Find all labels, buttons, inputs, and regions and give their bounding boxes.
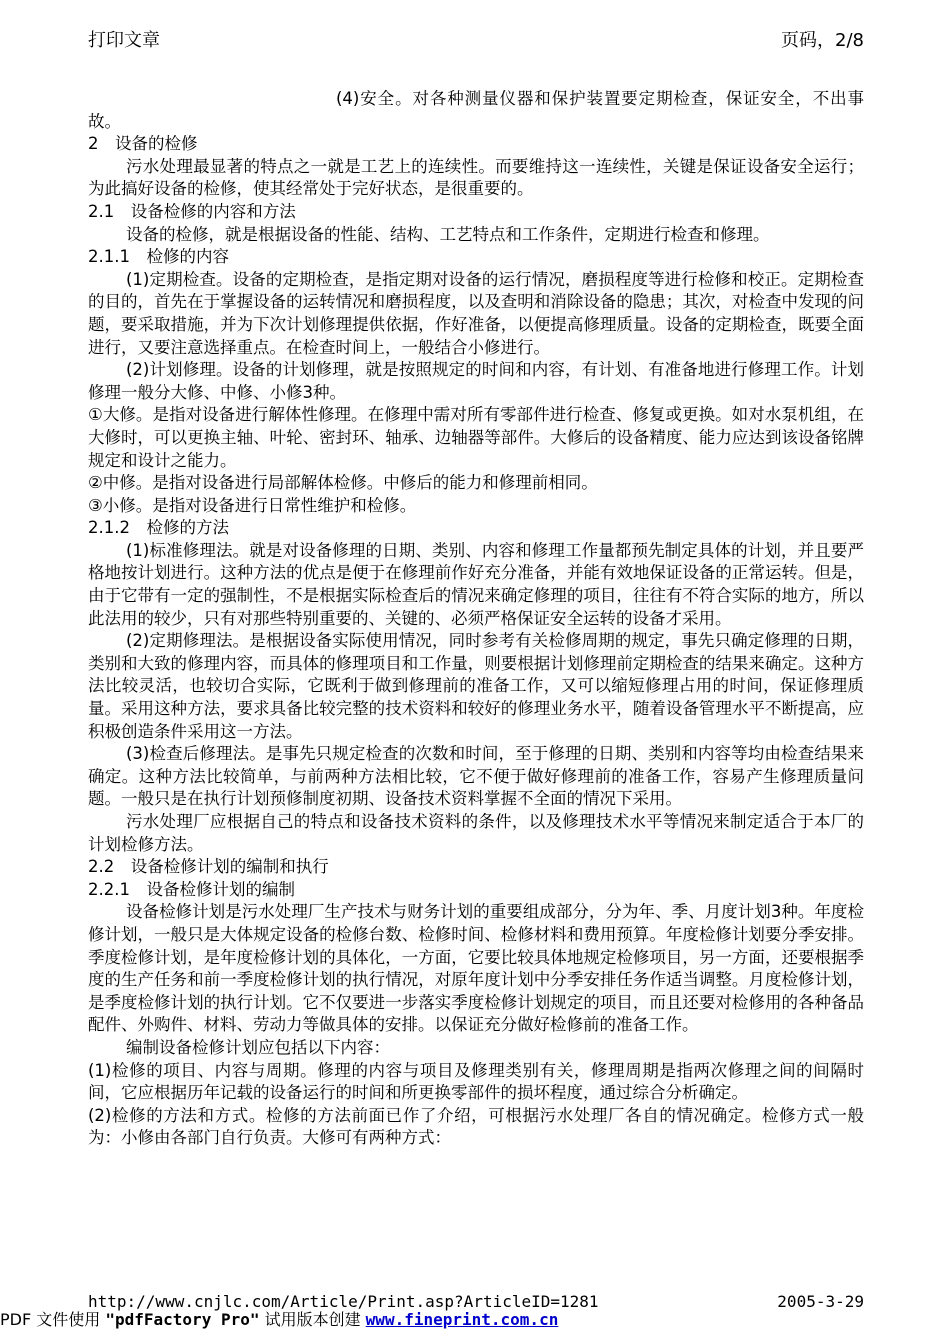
page-number: 页码，2/8 <box>781 30 864 51</box>
paragraph-plan-methods: (2)检修的方法和方式。检修的方法前面已作了介绍，可根据污水处理厂各自的情况确定。检修方式一般为：小修由各部门自行负责。大修可有两种方式： <box>88 1105 864 1148</box>
paragraph-2-1: 设备的检修，就是根据设备的性能、结构、工艺特点和工作条件，定期进行检查和修理。 <box>126 224 770 244</box>
print-date: 2005-3-29 <box>777 1292 864 1311</box>
heading-2-1-1: 2.1.1 检修的内容 <box>88 247 229 267</box>
heading-2-1: 2.1 设备检修的内容和方法 <box>88 201 296 221</box>
paragraph-major-repair: ①大修。是指对设备进行解体性修理。在修理中需对所有零部件进行检查、修复或更换。如对水泵机组，在大修时，可以更换主轴、叶轮、密封环、轴承、边轴器等部件。大修后的设备精度、能力应达到该设备铭牌规定和设计之能力。 <box>88 405 864 470</box>
pdf-watermark-note <box>0 1307 558 1330</box>
source-url[interactable]: http://www.cnjlc.com/Article/Print.asp?ArticleID=1281 <box>88 1292 599 1311</box>
paragraph-safety: (4)安全。对各种测量仪器和保护装置要定期检查，保证安全，不出事故。 <box>88 89 864 131</box>
pdf-note-middle: 试用版本创建 <box>259 1310 366 1329</box>
heading-2-2: 2.2 设备检修计划的编制和执行 <box>88 857 329 877</box>
paragraph-periodic-check: (1)定期检查。设备的定期检查，是指定期对设备的运行情况，磨损程度等进行检修和校正。定期检查的目的，首先在于掌握设备的运转情况和磨损程度，以及查明和消除设备的隐患；其次，对检查中发现的问题，要采取措施，并为下次计划修理提供依据，作好准备，以便提高修理质量。设备的定期检查，既要全面进行，又要注意选择重点。在检查时间上，一般结合小修进行。 <box>88 269 864 357</box>
paragraph-standard-method: (1)标准修理法。就是对设备修理的日期、类别、内容和修理工作量都预先制定具体的计划，并且要严格地按计划进行。这种方法的优点是便于在修理前作好充分准备，并能有效地保证设备的正常运转。但是，由于它带有一定的强制性，不是根据实际检查后的情况来确定修理的项目，往往有不符合实际的地方，所以此法用的较少，只有对那些特别重要的、关键的、必须严格保证安全运转的设备才采用。 <box>88 540 864 628</box>
heading-2-1-2: 2.1.2 检修的方法 <box>88 518 229 538</box>
paragraph-periodic-method: (2)定期修理法。是根据设备实际使用情况，同时参考有关检修周期的规定，事先只确定修理的日期，类别和大致的修理内容，而具体的修理项目和工作量，则要根据计划修理前定期检查的结果来确定。这种方法比较灵活，也较切合实际，它既利于做到修理前的准备工作，又可以缩短修理占用的时间，保证修理质量。采用这种方法，要求具备比较完整的技术资料和较好的修理业务水平，随着设备管理水平不断提高，应积极创造条件采用这一方法。 <box>88 631 864 741</box>
pdf-note-prefix: PDF 文件使用 <box>0 1310 106 1329</box>
paragraph-plan-overview: 设备检修计划是污水处理厂生产技术与财务计划的重要组成部分，分为年、季、月度计划3种。年度检修计划，一般只是大体规定设备的检修台数、检修时间、检修材料和费用预算。年度检修计划要分季安排。季度检修计划，是年度检修计划的具体化，一方面，它要比较具体地规定检修项目，另一方面，还要根据季度的生产任务和前一季度检修计划的执行情况，对原年度计划中分季安排任务作适当调整。月度检修计划，是季度检修计划的执行计划。它不仅要进一步落实季度检修计划规定的项目，而且还要对检修用的各种备品配件、外购件、材料、劳动力等做具体的安排。以保证充分做好检修前的准备工作。 <box>88 902 864 1035</box>
paragraph-post-check-method: (3)检查后修理法。是事先只规定检查的次数和时间，至于修理的日期、类别和内容等均由检查结果来确定。这种方法比较简单，与前两种方法相比较，它不便于做好修理前的准备工作，容易产生修理质量问题。一般只是在执行计划预修制度初期、设备技术资料掌握不全面的情况下采用。 <box>88 744 864 809</box>
paragraph-plan-contents: 编制设备检修计划应包括以下内容： <box>126 1037 390 1057</box>
fineprint-link[interactable]: www.fineprint.com.cn <box>365 1310 559 1329</box>
paragraph-planned-repair: (2)计划修理。设备的计划修理，就是按照规定的时间和内容，有计划、有准备地进行修理工作。计划修理一般分大修、中修、小修3种。 <box>88 360 864 402</box>
pdf-note-product: "pdfFactory Pro" <box>105 1310 260 1329</box>
heading-2-2-1: 2.2.1 设备检修计划的编制 <box>88 879 295 899</box>
print-title: 打印文章 <box>88 30 160 51</box>
paragraph-intro: 污水处理最显著的特点之一就是工艺上的连续性。而要维持这一连续性，关键是保证设备安全运行；为此搞好设备的检修，使其经常处于完好状态，是很重要的。 <box>88 156 864 199</box>
heading-section-2: 2 设备的检修 <box>88 134 198 154</box>
paragraph-plant-method: 污水处理厂应根据自己的特点和设备技术资料的条件，以及修理技术水平等情况来制定适合于本厂的计划检修方法。 <box>88 812 864 854</box>
paragraph-minor-repair: ③小修。是指对设备进行日常性维护和检修。 <box>88 495 417 515</box>
article-body <box>88 88 864 1150</box>
paragraph-plan-items: (1)检修的项目、内容与周期。修理的内容与项目及修理类别有关，修理周期是指两次修理之间的间隔时间，它应根据历年记载的设备运行的时间和所更换零部件的损坏程度，通过综合分析确定。 <box>88 1060 864 1103</box>
paragraph-medium-repair: ②中修。是指对设备进行局部解体检修。中修后的能力和修理前相同。 <box>88 473 598 493</box>
